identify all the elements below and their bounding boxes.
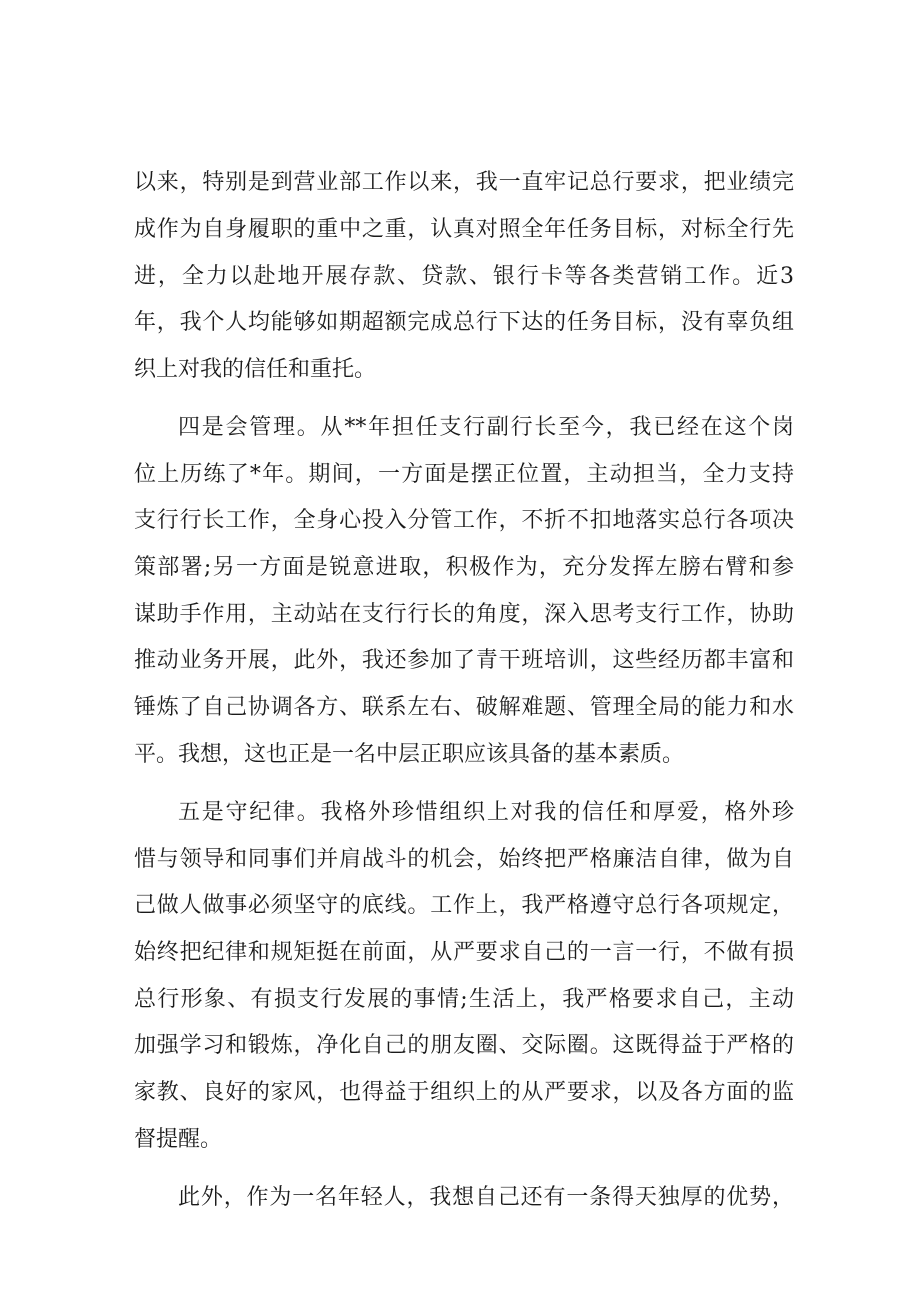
text-line: 总行形象、有损支行发展的事情;生活上，我严格要求自己，主动 [134, 987, 794, 1012]
text-line: 锤炼了自己协调各方、联系左右、破解难题、管理全局的能力和水 [134, 695, 794, 720]
text-line: 策部署;另一方面是锐意进取，积极作为，充分发挥左膀右臂和参 [134, 555, 794, 580]
text-line: 加强学习和锻炼，净化自己的朋友圈、交际圈。这既得益于严格的 [134, 1033, 794, 1058]
text-line: 始终把纪律和规矩挺在前面，从严要求自己的一言一行，不做有损 [134, 940, 794, 965]
text-line: 以来，特别是到营业部工作以来，我一直牢记总行要求，把业绩完 [134, 170, 794, 195]
text-line: 四是会管理。从**年担任支行副行长至今，我已经在这个岗 [178, 415, 794, 440]
text-line: 支行行长工作，全身心投入分管工作，不折不扣地落实总行各项决 [134, 508, 794, 533]
text-line: 年，我个人均能够如期超额完成总行下达的任务目标，没有辜负组 [134, 310, 794, 335]
text-line: 位上历练了*年。期间，一方面是摆正位置，主动担当，全力支持 [134, 462, 794, 487]
text-line: 谋助手作用，主动站在支行行长的角度，深入思考支行工作，协助 [134, 602, 794, 627]
text-line: 五是守纪律。我格外珍惜组织上对我的信任和厚爱，格外珍 [178, 800, 794, 825]
text-line: 成作为自身履职的重中之重，认真对照全年任务目标，对标全行先 [134, 217, 794, 242]
text-line: 惜与领导和同事们并肩战斗的机会，始终把严格廉洁自律，做为自 [134, 847, 794, 872]
text-line: 家教、良好的家风，也得益于组织上的从严要求，以及各方面的监 [134, 1080, 794, 1105]
text-line: 己做人做事必须坚守的底线。工作上，我严格遵守总行各项规定， [134, 893, 794, 918]
text-line: 平。我想，这也正是一名中层正职应该具备的基本素质。 [134, 742, 685, 767]
text-line: 进，全力以赴地开展存款、贷款、银行卡等各类营销工作。近3 [134, 264, 794, 289]
text-line: 此外，作为一名年轻人，我想自己还有一条得天独厚的优势， [178, 1185, 794, 1210]
text-line: 督提醒。 [134, 1127, 223, 1152]
text-line: 推动业务开展，此外，我还参加了青干班培训，这些经历都丰富和 [134, 648, 794, 673]
text-line: 织上对我的信任和重托。 [134, 357, 377, 382]
